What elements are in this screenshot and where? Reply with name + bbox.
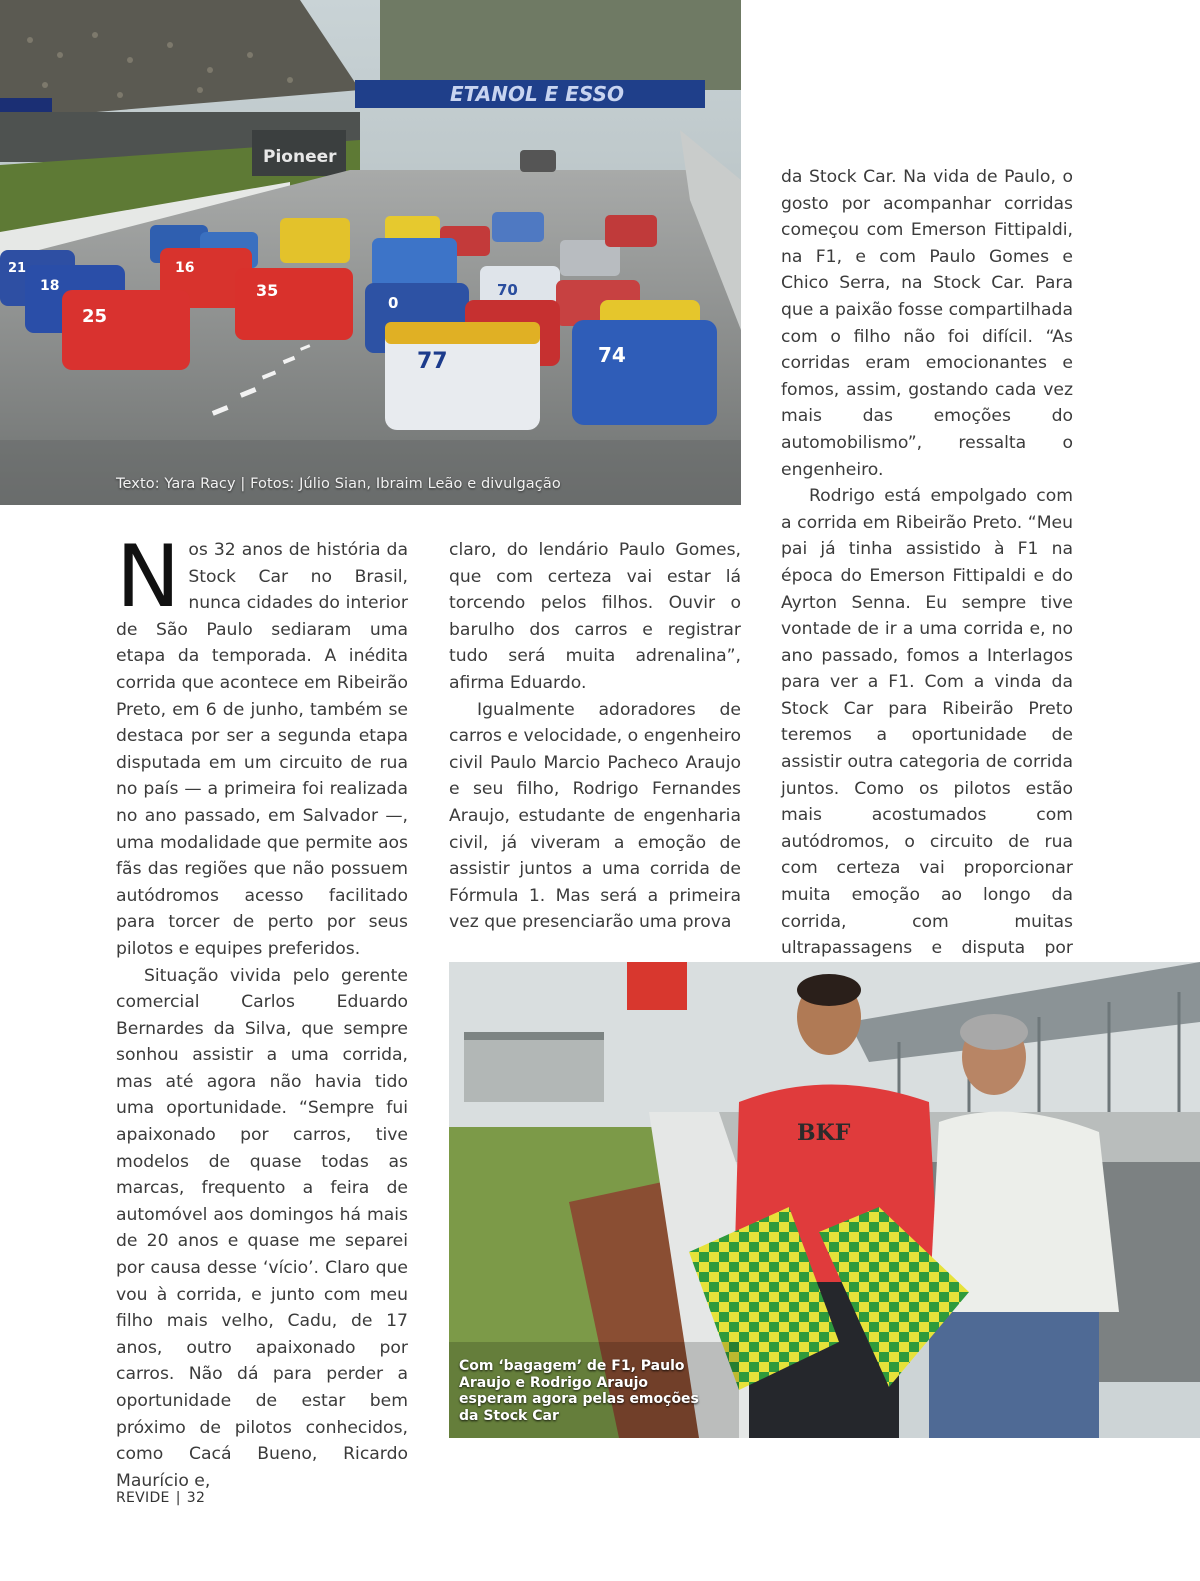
- father-son-photo: [449, 962, 1200, 1438]
- article-column-2: [449, 537, 741, 936]
- magazine-name: REVIDE: [116, 1490, 170, 1506]
- car-number: 70: [497, 281, 518, 299]
- paragraph: claro, do lendário Paulo Gomes, que com certeza vai estar lá torcendo pelos filhos. Ouvir o barulho dos carros e registrar tudo será muita adrenalina”, afirma Eduardo.: [449, 540, 741, 693]
- car-number: 16: [175, 260, 195, 276]
- pioneer-sign: Pioneer: [263, 147, 337, 167]
- paragraph: da Stock Car. Na vida de Paulo, o gosto por acompanhar corridas começou com Emerson Fittipaldi, na F1, e com Paulo Gomes e Chico Serra, na Stock Car. Para que a paixão fosse compartilhada com o filho não foi difícil. “As corridas eram emocionantes e fomos, assim, gostando cada vez mais das emoções do automobilismo”, ressalta o engenheiro.: [781, 167, 1073, 480]
- paragraph: Situação vivida pelo gerente comercial Carlos Eduardo Bernardes da Silva, que sempre sonhou assistir a uma corrida, mas até agora não havia tido uma oportunidade. “Sempre fui apaixonado por carros, tive modelos de quase todas as marcas, frequento a feira de automóvel aos domingos há mais de 20 anos e quase me separei por causa desse ‘vício’. Claro que vou à corrida, e junto com meu filho mais velho, Cadu, de 17 anos, outro apaixonado por carros. Não dá para perder a oportunidade de estar bem próximo de pilotos conhecidos, como Cacá Bueno, Ricardo Maurício e,: [116, 965, 408, 1491]
- photo-credit: Texto: Yara Racy | Fotos: Júlio Sian, Ibraim Leão e divulgação: [116, 476, 561, 492]
- page-footer: [116, 1490, 205, 1506]
- photo-caption: Com ‘bagagem’ de F1, Paulo Araujo e Rodrigo Araujo esperam agora pelas emoções da Stock Car: [459, 1358, 699, 1424]
- paragraph-text: os 32 anos de história da Stock Car no Brasil, nunca cidades do interior de São Paulo sediaram uma etapa da temporada. A inédita corrida que acontece em Ribeirão Preto, em 6 de junho, também se destaca por ser a segunda etapa disputada em um circuito de rua no país — a primeira foi realizada no ano passado, em Salvador —, uma modalidade que permite aos fãs das regiões que não possuem autódromos acesso facilitado para torcer de perto por seus pilotos e equipes preferidos.: [116, 540, 408, 959]
- car-number: 21: [8, 261, 27, 276]
- article-column-3: [781, 164, 1073, 988]
- banner-text: ETANOL E ESSO: [450, 82, 625, 106]
- footer-separator: |: [175, 1490, 181, 1506]
- paragraph: Igualmente adoradores de carros e velocidade, o engenheiro civil Paulo Marcio Pacheco Araujo e seu filho, Rodrigo Fernandes Araujo, estudante de engenharia civil, já viveram a emoção de assistir juntos a uma corrida de Fórmula 1. Mas será a primeira vez que presenciarão uma prova: [449, 699, 741, 933]
- drop-cap: N: [116, 527, 181, 627]
- paragraph: Rodrigo está empolgado com a corrida em Ribeirão Preto. “Meu pai já tinha assistido à F1 na época do Emerson Fittipaldi e do Ayrton Senna. Eu sempre tive vontade de ir a uma corrida e, no ano passado, fomos a Interlagos para ver a F1. Com a vinda da Stock Car para Ribeirão Preto teremos a oportunidade de assistir outra categoria de corrida juntos. Como os pilotos estão mais acostumados com autódromos, o circuito de rua com certeza vai proporcionar muita emoção ao longo da corrida, com muitas ultrapassagens e disputa por: [781, 486, 1073, 959]
- car-number: 74: [598, 343, 626, 367]
- car-number: 35: [256, 281, 279, 300]
- car-number: 25: [82, 306, 108, 327]
- article-column-1: [116, 527, 408, 1494]
- car-number: 0: [388, 294, 399, 312]
- shirt-text: BKF: [797, 1120, 851, 1146]
- race-start-illustration: [0, 0, 741, 505]
- page-number: 32: [186, 1490, 206, 1506]
- car-number: 77: [417, 349, 448, 374]
- car-number: 18: [40, 278, 60, 294]
- paragraph: [116, 527, 408, 963]
- race-start-photo: [0, 0, 741, 505]
